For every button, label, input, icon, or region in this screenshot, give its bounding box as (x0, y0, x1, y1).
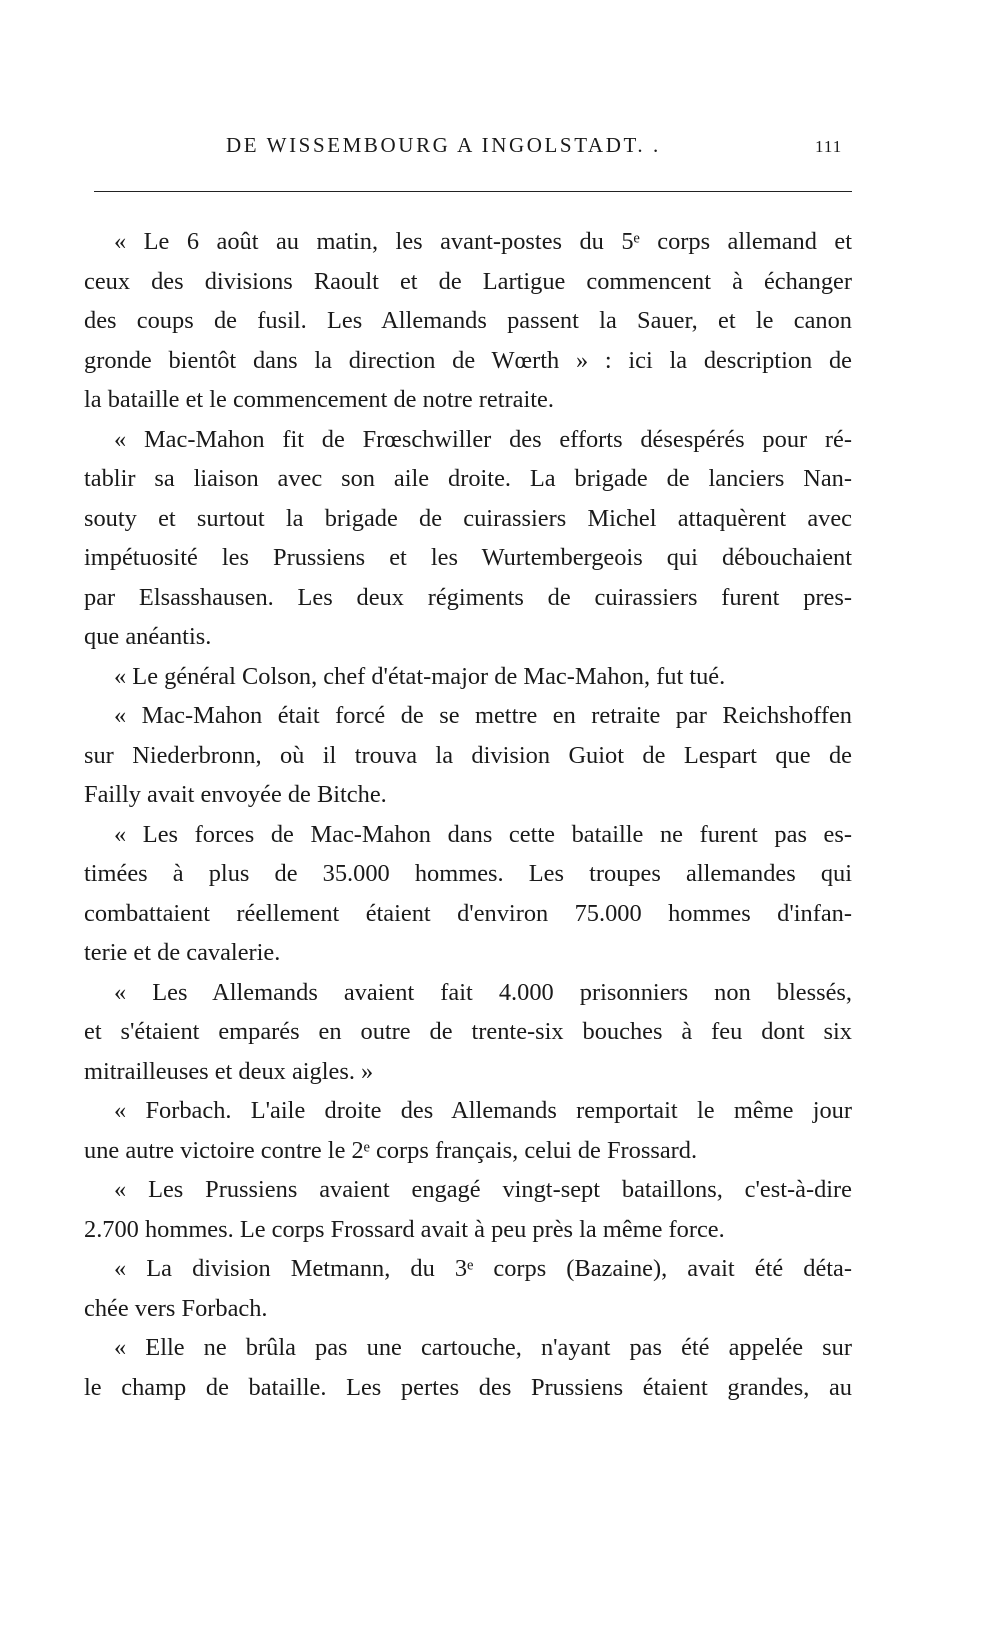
text-line: « La division Metmann, du 3ᵉ corps (Bazaine), avait été déta- (114, 1255, 852, 1282)
text-line: sur Niederbronn, où il trouva la division Guiot de Lespart que de (84, 741, 852, 769)
text-line: « Les Allemands avaient fait 4.000 prisonniers non blessés, (114, 978, 852, 1006)
text-line: terie et de cavalerie. (84, 939, 281, 966)
text-line: « Mac-Mahon était forcé de se mettre en retraite par Reichshoffen (114, 702, 852, 729)
text-line: 2.700 hommes. Le corps Frossard avait à peu près la même force. (84, 1215, 725, 1243)
text-line: « Les Prussiens avaient engagé vingt-sept bataillons, c'est-à-dire (114, 1176, 852, 1203)
text-line: « Mac-Mahon fit de Frœschwiller des efforts désespérés pour ré- (114, 425, 852, 453)
text-line: des coups de fusil. Les Allemands passent la Sauer, et le canon (84, 307, 852, 334)
text-line: Failly avait envoyée de Bitche. (84, 781, 387, 808)
text-line: combattaient réellement étaient d'environ 75.000 hommes d'infan- (84, 899, 852, 927)
text-line: « Le général Colson, chef d'état-major de Mac-Mahon, fut tué. (114, 662, 726, 690)
text-line: « Les forces de Mac-Mahon dans cette bataille ne furent pas es- (114, 820, 852, 848)
text-line: tablir sa liaison avec son aile droite. La brigade de lanciers Nan- (84, 465, 852, 492)
body-text (84, 222, 852, 1407)
text-line: ceux des divisions Raoult et de Lartigue commencent à échanger (84, 267, 852, 295)
header-rule (94, 191, 852, 192)
text-line: timées à plus de 35.000 hommes. Les troupes allemandes qui (84, 860, 852, 887)
text-line: la bataille et le commencement de notre retraite. (84, 386, 554, 413)
text-line: « Elle ne brûla pas une cartouche, n'ayant pas été appelée sur (114, 1334, 852, 1361)
text-line: chée vers Forbach. (84, 1294, 268, 1322)
text-line: souty et surtout la brigade de cuirassiers Michel attaquèrent avec (84, 504, 852, 532)
text-line: par Elsasshausen. Les deux régiments de cuirassiers furent pres- (84, 583, 852, 611)
text-line: que anéantis. (84, 623, 212, 650)
text-line: gronde bientôt dans la direction de Wœrth » : ici la description de (84, 346, 852, 374)
text-line: « Forbach. L'aile droite des Allemands remportait le même jour (114, 1097, 852, 1124)
text-line: impétuosité les Prussiens et les Wurtembergeois qui débouchaient (84, 544, 852, 571)
text-line: « Le 6 août au matin, les avant-postes du 5ᵉ corps allemand et (114, 228, 852, 255)
text-line: une autre victoire contre le 2ᵉ corps français, celui de Frossard. (84, 1136, 698, 1164)
page-number: 111 (815, 137, 843, 156)
text-line: et s'étaient emparés en outre de trente-six bouches à feu dont six (84, 1018, 852, 1045)
running-title: DE WISSEMBOURG A INGOLSTADT. . (226, 133, 661, 157)
text-line: mitrailleuses et deux aigles. » (84, 1057, 374, 1085)
text-line: le champ de bataille. Les pertes des Prussiens étaient grandes, au (84, 1373, 852, 1401)
